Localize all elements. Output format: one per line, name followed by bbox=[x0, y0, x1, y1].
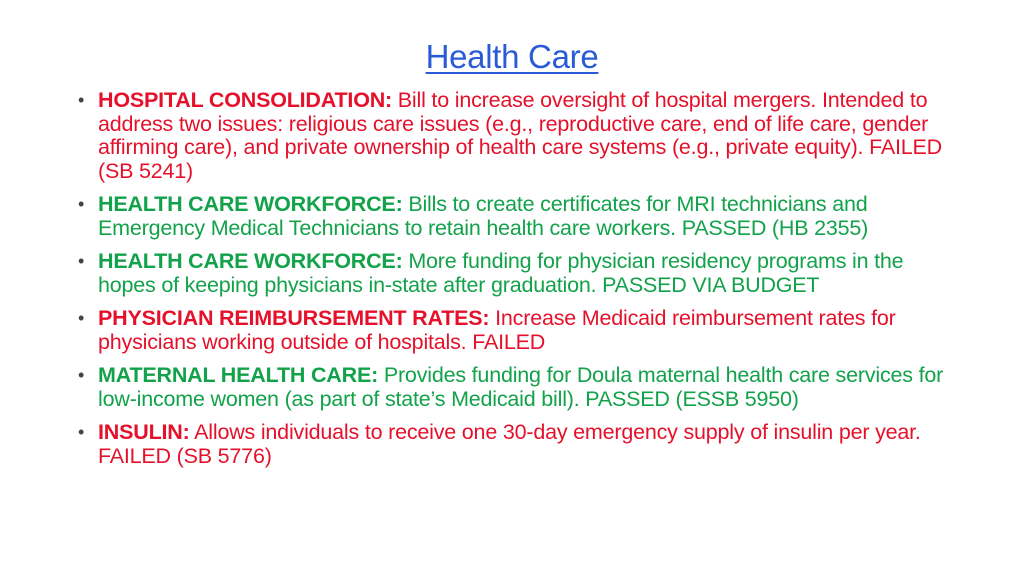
bullet-text: Bill to increase oversight of hospital mergers. Intended to address two issues: religious care issues (e.g., reproductive care, end of life care, gender affirming care), and private ownership of health care systems (e.g., private equity). FAILED (SB 5241) bbox=[98, 88, 942, 183]
bullet-health-care-workforce-certificates bbox=[74, 193, 954, 240]
bullet-label: INSULIN: bbox=[98, 420, 190, 444]
bullet-label: HEALTH CARE WORKFORCE: bbox=[98, 192, 403, 216]
bullet-text: Provides funding for Doula maternal health care services for low-income women (as part of state’s Medicaid bill). PASSED (ESSB 5950) bbox=[98, 363, 944, 411]
bullet-text: Allows individuals to receive one 30-day emergency supply of insulin per year. FAILED (SB 5776) bbox=[98, 420, 921, 468]
bullet-list bbox=[74, 89, 954, 478]
bullet-dot-icon: • bbox=[78, 90, 85, 110]
bullet-dot-icon: • bbox=[78, 251, 85, 271]
bullet-dot-icon: • bbox=[78, 422, 85, 442]
bullet-text: Increase Medicaid reimbursement rates for physicians working outside of hospitals. FAILED bbox=[98, 306, 896, 354]
bullet-label: MATERNAL HEALTH CARE: bbox=[98, 363, 379, 387]
bullet-dot-icon: • bbox=[78, 308, 85, 328]
bullet-dot-icon: • bbox=[78, 365, 85, 385]
bullet-label: HOSPITAL CONSOLIDATION: bbox=[98, 88, 393, 112]
bullet-label: HEALTH CARE WORKFORCE: bbox=[98, 249, 403, 273]
bullet-hospital-consolidation bbox=[74, 89, 954, 183]
bullet-text: Bills to create certificates for MRI technicians and Emergency Medical Technicians to retain health care workers. PASSED (HB 2355) bbox=[98, 192, 869, 240]
bullet-health-care-workforce-residency bbox=[74, 250, 954, 297]
slide-title: Health Care bbox=[425, 38, 599, 75]
bullet-dot-icon: • bbox=[78, 194, 85, 214]
bullet-label: PHYSICIAN REIMBURSEMENT RATES: bbox=[98, 306, 490, 330]
bullet-insulin bbox=[74, 421, 954, 468]
bullet-text: More funding for physician residency programs in the hopes of keeping physicians in-state after graduation. PASSED VIA BUDGET bbox=[98, 249, 904, 297]
bullet-physician-reimbursement-rates bbox=[74, 307, 954, 354]
bullet-maternal-health-care bbox=[74, 364, 954, 411]
